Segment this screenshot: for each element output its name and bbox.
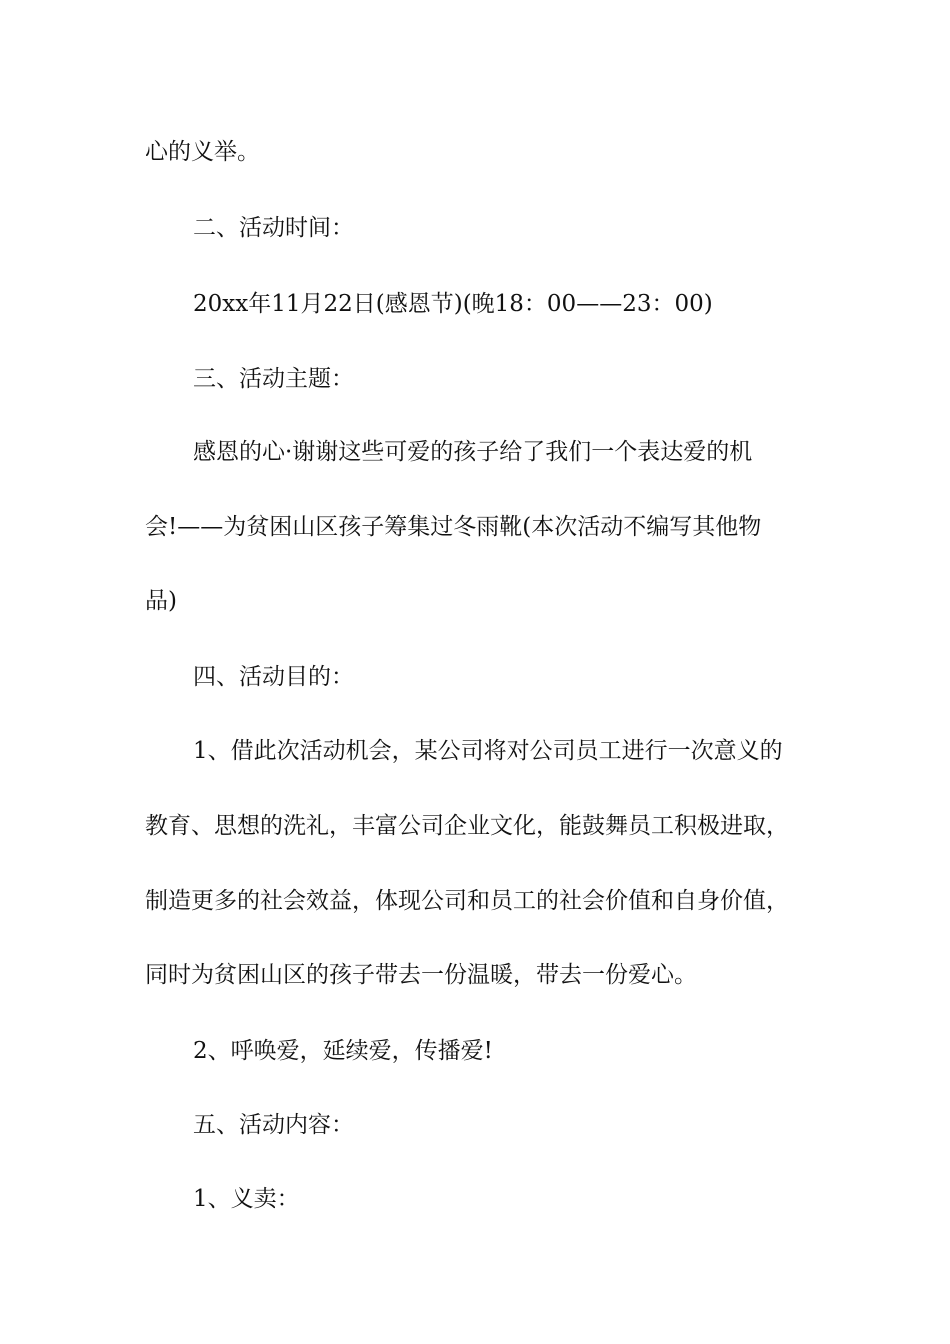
section-heading-time: 二、活动时间： xyxy=(193,215,354,241)
section-heading-purpose: 四、活动目的： xyxy=(193,664,354,690)
purpose-item-2: 2、呼唤爱，延续爱，传播爱! xyxy=(193,1038,493,1064)
paragraph-line-continuation: 心的义举。 xyxy=(145,139,260,165)
purpose-item-1-line-1: 1、借此次活动机会，某公司将对公司员工进行一次意义的 xyxy=(193,738,783,764)
purpose-item-1-line-4: 同时为贫困山区的孩子带去一份温暖，带去一份爱心。 xyxy=(145,962,697,988)
event-time-text: 20xx年11月22日(感恩节)(晚18：00——23：00) xyxy=(193,291,713,317)
purpose-item-1-line-3: 制造更多的社会效益，体现公司和员工的社会价值和自身价值， xyxy=(145,888,789,914)
theme-text-line-3: 品) xyxy=(145,588,177,614)
purpose-item-1-line-2: 教育、思想的洗礼，丰富公司企业文化，能鼓舞员工积极进取， xyxy=(145,813,789,839)
theme-text-line-1: 感恩的心·谢谢这些可爱的孩子给了我们一个表达爱的机 xyxy=(193,439,753,465)
theme-text-line-2: 会!——为贫困山区孩子筹集过冬雨靴(本次活动不编写其他物 xyxy=(145,514,762,540)
section-heading-theme: 三、活动主题： xyxy=(193,366,354,392)
section-heading-content: 五、活动内容： xyxy=(193,1112,354,1138)
content-item-1: 1、义卖： xyxy=(193,1186,300,1212)
